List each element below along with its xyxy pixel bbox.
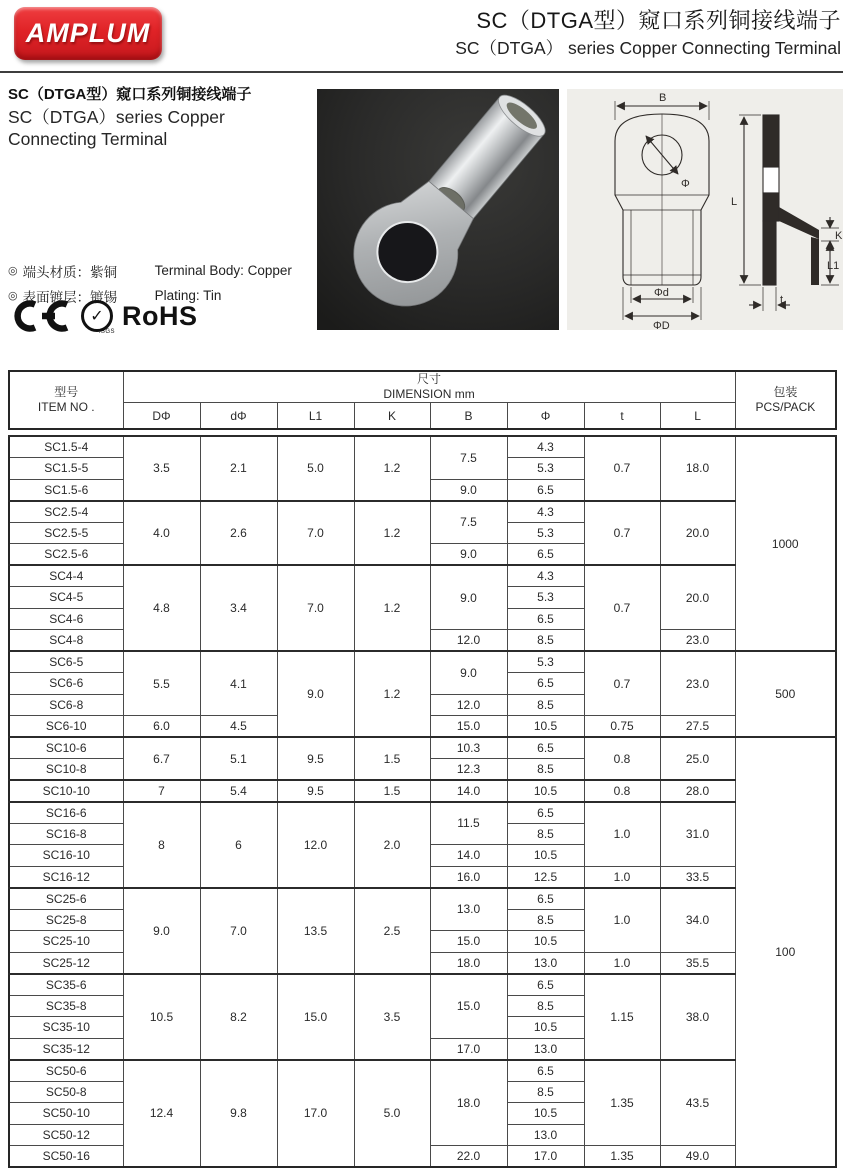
dimension-cell: 9.0	[430, 651, 507, 694]
dimension-cell: 8.2	[200, 974, 277, 1060]
dimension-cell: 4.3	[507, 436, 584, 458]
dimension-header: 尺寸 DIMENSION mm	[123, 371, 735, 403]
property-zh: 表面镀层：镀锡	[22, 289, 118, 305]
technical-drawing	[567, 89, 843, 330]
dimension-cell: 1.5	[354, 780, 430, 802]
item-no-cell: SC16-10	[9, 845, 123, 867]
dimension-cell: 15.0	[430, 974, 507, 1039]
dimension-cell: 4.5	[200, 716, 277, 738]
rohs-label: RoHS	[122, 300, 198, 331]
dimension-diagram	[567, 89, 843, 330]
dimension-cell: 1.15	[584, 974, 660, 1060]
dimension-cell: 6	[200, 802, 277, 888]
dimension-cell: 43.5	[660, 1060, 735, 1146]
pack-qty-cell: 100	[735, 737, 836, 1167]
table-row	[9, 565, 836, 587]
spec-table	[8, 435, 837, 1168]
dimension-cell: 7.0	[277, 501, 354, 566]
page-title	[241, 5, 841, 61]
dimension-cell: 18.0	[430, 952, 507, 974]
dimension-cell: 13.0	[507, 1038, 584, 1060]
dimension-cell: 12.5	[507, 866, 584, 888]
header-divider	[0, 71, 843, 73]
dimension-cell: 2.1	[200, 436, 277, 501]
column-header: L	[660, 403, 735, 430]
dimension-cell: 6.5	[507, 974, 584, 996]
dimension-cell: 10.5	[123, 974, 200, 1060]
amplum-logo	[14, 7, 162, 60]
pack-qty-cell: 1000	[735, 436, 836, 651]
dimension-cell: 7.5	[430, 436, 507, 479]
dimension-cell: 12.0	[277, 802, 354, 888]
item-no-cell: SC4-8	[9, 630, 123, 652]
bullet-icon: ◎	[8, 265, 18, 277]
dimension-cell: 8.5	[507, 1081, 584, 1103]
dimension-cell: 6.5	[507, 802, 584, 824]
dimension-cell: 5.3	[507, 458, 584, 480]
dimension-cell: 4.8	[123, 565, 200, 651]
column-header: K	[354, 403, 430, 430]
dim-label-t: t	[780, 294, 784, 306]
table-row	[9, 651, 836, 673]
item-no-cell: SC10-6	[9, 737, 123, 759]
dimension-cell: 7.0	[200, 888, 277, 974]
column-header: Φ	[507, 403, 584, 430]
dimension-cell: 0.75	[584, 716, 660, 738]
dimension-cell: 6.5	[507, 544, 584, 566]
product-photo	[317, 89, 559, 330]
item-no-cell: SC6-8	[9, 694, 123, 716]
dimension-cell: 15.0	[430, 931, 507, 953]
item-no-cell: SC2.5-6	[9, 544, 123, 566]
dimension-cell: 3.5	[123, 436, 200, 501]
dimension-cell: 5.1	[200, 737, 277, 780]
page-title-en: SC（DTGA） series Copper Connecting Terminal	[455, 38, 841, 58]
item-no-cell: SC50-10	[9, 1103, 123, 1125]
dim-label-K: K	[835, 230, 843, 242]
dimension-cell: 13.0	[507, 952, 584, 974]
dimension-cell: 10.5	[507, 716, 584, 738]
dimension-cell: 6.5	[507, 673, 584, 695]
dimension-cell: 6.5	[507, 888, 584, 910]
item-no-cell: SC16-6	[9, 802, 123, 824]
item-no-cell: SC1.5-6	[9, 479, 123, 501]
product-heading-en-line2: Connecting Terminal	[8, 128, 168, 149]
item-no-cell: SC6-5	[9, 651, 123, 673]
dimension-cell: 1.2	[354, 436, 430, 501]
item-no-cell: SC1.5-5	[9, 458, 123, 480]
dimension-cell: 2.6	[200, 501, 277, 566]
dimension-cell: 9.0	[430, 565, 507, 630]
item-no-cell: SC6-6	[9, 673, 123, 695]
dimension-cell: 13.5	[277, 888, 354, 974]
dimension-cell: 10.3	[430, 737, 507, 759]
dimension-cell: 16.0	[430, 866, 507, 888]
dimension-cell: 0.8	[584, 780, 660, 802]
dimension-cell: 9.5	[277, 737, 354, 780]
property-line	[8, 258, 318, 283]
dimension-cell: 9.0	[123, 888, 200, 974]
item-no-cell: SC10-10	[9, 780, 123, 802]
dimension-cell: 9.0	[430, 544, 507, 566]
dimension-cell: 14.0	[430, 780, 507, 802]
dimension-cell: 15.0	[277, 974, 354, 1060]
dimension-cell: 8.5	[507, 995, 584, 1017]
dimension-cell: 5.5	[123, 651, 200, 716]
quality-mark-check: ✓	[81, 300, 113, 332]
dimension-cell: 2.0	[354, 802, 430, 888]
dimension-cell: 6.7	[123, 737, 200, 780]
dimension-cell: 22.0	[430, 1146, 507, 1168]
dimension-cell: 33.5	[660, 866, 735, 888]
item-no-cell: SC4-6	[9, 608, 123, 630]
dimension-cell: 12.3	[430, 759, 507, 781]
dimension-cell: 1.35	[584, 1060, 660, 1146]
dimension-cell: 6.0	[123, 716, 200, 738]
spec-table-body	[9, 436, 836, 1167]
dimension-cell: 10.5	[507, 1103, 584, 1125]
dimension-cell: 5.3	[507, 651, 584, 673]
dimension-cell: 8.5	[507, 823, 584, 845]
dimension-cell: 1.0	[584, 866, 660, 888]
dimension-cell: 34.0	[660, 888, 735, 953]
dimension-cell: 10.5	[507, 780, 584, 802]
table-row	[9, 737, 836, 759]
dimension-cell: 4.1	[200, 651, 277, 716]
table-row	[9, 888, 836, 910]
dimension-cell: 7.5	[430, 501, 507, 544]
column-header: dΦ	[200, 403, 277, 430]
dimension-cell: 11.5	[430, 802, 507, 845]
dimension-cell: 1.35	[584, 1146, 660, 1168]
column-header: L1	[277, 403, 354, 430]
item-no-cell: SC25-12	[9, 952, 123, 974]
dimension-cell: 6.5	[507, 608, 584, 630]
dimension-cell: 0.7	[584, 565, 660, 651]
dimension-cell: 5.0	[354, 1060, 430, 1168]
dimension-cell: 31.0	[660, 802, 735, 867]
pack-qty-cell: 500	[735, 651, 836, 737]
column-header: t	[584, 403, 660, 430]
property-zh: 端头材质：紫铜	[22, 264, 118, 280]
dimension-cell: 14.0	[430, 845, 507, 867]
dimension-cell: 35.5	[660, 952, 735, 974]
item-no-cell: SC6-10	[9, 716, 123, 738]
dimension-cell: 1.0	[584, 888, 660, 953]
dimension-cell: 9.5	[277, 780, 354, 802]
dimension-cell: 20.0	[660, 501, 735, 566]
dim-label-L1: L1	[827, 260, 840, 272]
item-no-cell: SC50-8	[9, 1081, 123, 1103]
item-no-cell: SC50-16	[9, 1146, 123, 1168]
dimension-cell: 8.5	[507, 694, 584, 716]
dimension-cell: 8.5	[507, 909, 584, 931]
dimension-cell: 3.5	[354, 974, 430, 1060]
logo-text: AMPLUM	[25, 18, 151, 48]
dimension-cell: 5.4	[200, 780, 277, 802]
table-row	[9, 436, 836, 458]
dimension-cell: 7.0	[277, 565, 354, 651]
item-no-cell: SC25-6	[9, 888, 123, 910]
dimension-cell: 18.0	[660, 436, 735, 501]
dimension-cell: 12.0	[430, 630, 507, 652]
dimension-cell: 1.0	[584, 802, 660, 867]
item-no-cell: SC50-12	[9, 1124, 123, 1146]
dimension-cell: 13.0	[430, 888, 507, 931]
table-row	[9, 974, 836, 996]
dimension-cell: 4.0	[123, 501, 200, 566]
dimension-cell: 0.8	[584, 737, 660, 780]
dimension-cell: 9.8	[200, 1060, 277, 1168]
dimension-cell: 0.7	[584, 436, 660, 501]
item-no-cell: SC25-8	[9, 909, 123, 931]
dim-label-L: L	[731, 196, 738, 208]
column-header: DΦ	[123, 403, 200, 430]
item-no-cell: SC4-4	[9, 565, 123, 587]
item-no-cell: SC25-10	[9, 931, 123, 953]
dim-label-phi: Φ	[681, 178, 690, 190]
dimension-cell: 0.7	[584, 501, 660, 566]
dimension-cell: 5.3	[507, 522, 584, 544]
dimension-cell: 6.5	[507, 1060, 584, 1082]
product-heading-en	[8, 107, 313, 150]
dimension-cell: 15.0	[430, 716, 507, 738]
table-row	[9, 780, 836, 802]
dimension-cell: 9.0	[430, 479, 507, 501]
dimension-cell: 25.0	[660, 737, 735, 780]
dimension-cell: 8.5	[507, 759, 584, 781]
dimension-cell: 3.4	[200, 565, 277, 651]
quality-mark-icon	[81, 300, 115, 335]
dimension-cell: 12.0	[430, 694, 507, 716]
item-no-cell: SC2.5-4	[9, 501, 123, 523]
dimension-cell: 8	[123, 802, 200, 888]
dimension-cell: 1.2	[354, 565, 430, 651]
item-no-cell: SC16-12	[9, 866, 123, 888]
dimension-cell: 7	[123, 780, 200, 802]
dimension-cell: 38.0	[660, 974, 735, 1060]
dimension-cell: 10.5	[507, 1017, 584, 1039]
dim-label-phiD: ΦD	[653, 320, 670, 330]
dimension-cell: 8.5	[507, 630, 584, 652]
pack-header: 包装 PCS/PACK	[735, 371, 836, 429]
certification-marks	[8, 299, 198, 333]
product-heading	[8, 84, 313, 150]
table-row	[9, 1060, 836, 1082]
dimension-cell: 6.5	[507, 479, 584, 501]
dimension-cell: 27.5	[660, 716, 735, 738]
dimension-cell: 28.0	[660, 780, 735, 802]
dimension-cell: 49.0	[660, 1146, 735, 1168]
dimension-cell: 1.0	[584, 952, 660, 974]
ce-mark-icon	[8, 299, 72, 333]
dimension-cell: 23.0	[660, 630, 735, 652]
item-no-cell: SC1.5-4	[9, 436, 123, 458]
bullet-icon: ◎	[8, 290, 18, 302]
item-no-cell: SC4-5	[9, 587, 123, 609]
dimension-cell: 5.3	[507, 587, 584, 609]
dimension-cell: 6.5	[507, 737, 584, 759]
item-no-header: 型号 ITEM NO .	[9, 371, 123, 429]
property-en: Terminal Body: Copper	[154, 263, 292, 278]
dimension-cell: 23.0	[660, 651, 735, 716]
item-no-cell: SC10-8	[9, 759, 123, 781]
product-heading-en-line1: SC（DTGA）series Copper	[8, 107, 225, 127]
item-no-cell: SC35-6	[9, 974, 123, 996]
dimension-cell: 0.7	[584, 651, 660, 716]
dimension-cell: 2.5	[354, 888, 430, 974]
dimension-cell: 18.0	[430, 1060, 507, 1146]
property-en: Plating: Tin	[154, 288, 222, 303]
dimension-cell: 20.0	[660, 565, 735, 630]
item-no-cell: SC35-8	[9, 995, 123, 1017]
dim-label-phid: Φd	[654, 287, 669, 299]
quality-mark-caption: .SGS	[98, 329, 115, 335]
terminal-photo-image	[317, 89, 559, 330]
table-row	[9, 802, 836, 824]
dimension-cell: 13.0	[507, 1124, 584, 1146]
dimension-cell: 4.3	[507, 501, 584, 523]
dim-label-B: B	[659, 92, 667, 104]
dimension-cell: 4.3	[507, 565, 584, 587]
item-no-cell: SC50-6	[9, 1060, 123, 1082]
page-title-zh: SC（DTGA型）窥口系列铜接线端子	[476, 8, 841, 33]
dimension-cell: 5.0	[277, 436, 354, 501]
column-header: B	[430, 403, 507, 430]
table-row	[9, 501, 836, 523]
item-no-cell: SC16-8	[9, 823, 123, 845]
spec-table-header	[8, 370, 837, 430]
dimension-cell: 1.2	[354, 501, 430, 566]
dimension-cell: 1.2	[354, 651, 430, 737]
dimension-cell: 17.0	[277, 1060, 354, 1168]
dimension-cell: 10.5	[507, 931, 584, 953]
product-heading-zh: SC（DTGA型）窥口系列铜接线端子	[8, 86, 252, 103]
item-no-cell: SC35-10	[9, 1017, 123, 1039]
item-no-cell: SC35-12	[9, 1038, 123, 1060]
dimension-cell: 17.0	[507, 1146, 584, 1168]
dimension-cell: 9.0	[277, 651, 354, 737]
dimension-cell: 12.4	[123, 1060, 200, 1168]
dimension-cell: 1.5	[354, 737, 430, 780]
dimension-cell: 10.5	[507, 845, 584, 867]
item-no-cell: SC2.5-5	[9, 522, 123, 544]
dimension-cell: 17.0	[430, 1038, 507, 1060]
